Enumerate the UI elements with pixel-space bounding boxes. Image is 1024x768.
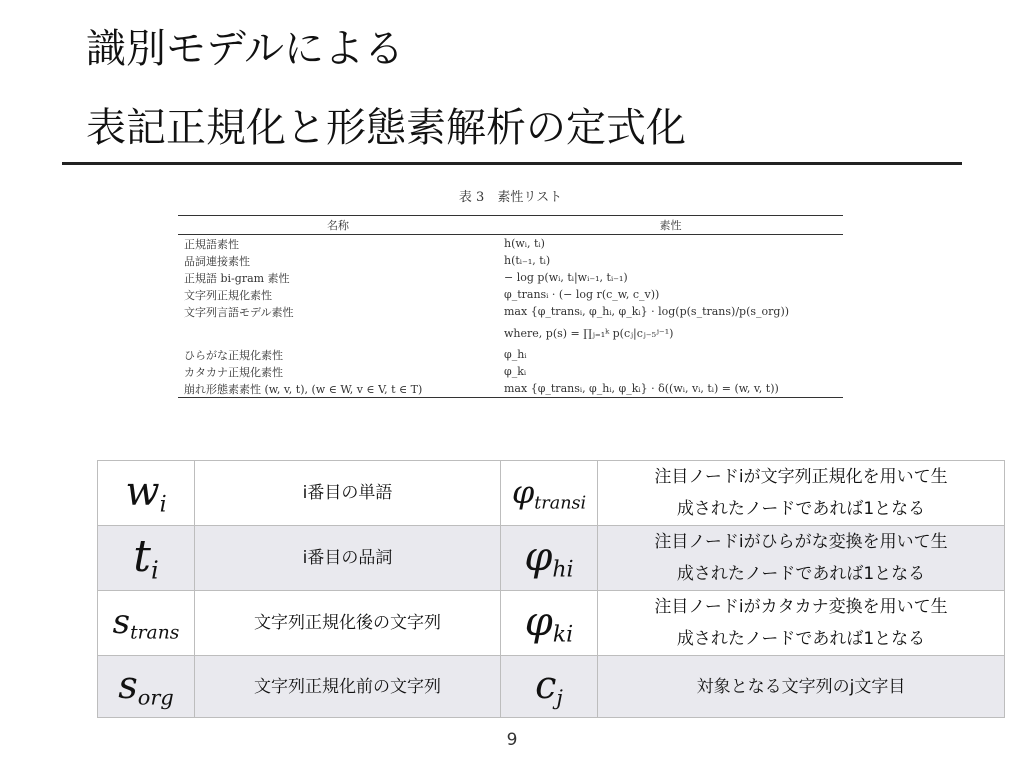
table-row <box>178 303 843 320</box>
table-row <box>178 235 843 253</box>
legend-row <box>98 461 1005 526</box>
slide-title-line-2: 表記正規化と形態素解析の定式化 <box>86 105 686 151</box>
feature-formula: φ_transᵢ · (− log r(c_w, c_v)) <box>504 288 660 301</box>
feature-name: カタカナ正規化素性 <box>184 365 283 379</box>
table-row <box>178 380 843 398</box>
feature-formula: − log p(wᵢ, tᵢ|wᵢ₋₁, tᵢ₋₁) <box>504 271 628 284</box>
symbol-cell <box>501 526 598 591</box>
symbol-w-i: $w_i$ <box>125 468 167 518</box>
symbol-description: 対象となる文字列のj文字目 <box>598 656 1005 718</box>
feature-list-table-image <box>178 182 843 434</box>
symbol-description: 文字列正規化前の文字列 <box>195 656 501 718</box>
table-row <box>178 363 843 380</box>
symbol-s-trans: $s_{trans}$ <box>112 602 180 644</box>
feature-name: 正規語素性 <box>184 237 239 251</box>
feature-formula: φ_hᵢ <box>504 348 527 361</box>
symbol-description: i番目の単語 <box>195 461 501 526</box>
feature-formula: h(wᵢ, tᵢ) <box>504 237 545 250</box>
symbol-cell <box>98 461 195 526</box>
symbol-description: 注目ノードiがカタカナ変換を用いて生 成されたノードであれば1となる <box>598 591 1005 656</box>
feature-table-header-feature: 素性 <box>498 216 843 235</box>
table-row <box>178 269 843 286</box>
page-number: 9 <box>506 730 518 750</box>
feature-name: 文字列言語モデル素性 <box>184 305 294 319</box>
symbol-cell <box>98 526 195 591</box>
symbol-cell <box>98 656 195 718</box>
feature-name: 崩れ形態素素性 (w, v, t), (w ∈ W, v ∈ V, t ∈ T) <box>178 380 498 398</box>
table-row <box>178 346 843 363</box>
feature-name: 品詞連接素性 <box>184 254 250 268</box>
symbol-s-org: $s_{org}$ <box>118 663 174 710</box>
symbol-phi-transi: $\varphi_{transi}$ <box>511 472 587 514</box>
symbol-description: i番目の品詞 <box>195 526 501 591</box>
symbol-legend-table <box>97 460 1005 718</box>
feature-table-header-name: 名称 <box>178 216 498 235</box>
legend-row <box>98 526 1005 591</box>
table-row <box>178 286 843 303</box>
feature-name <box>178 320 498 346</box>
feature-table <box>178 215 843 398</box>
symbol-t-i: $t_i$ <box>133 531 159 585</box>
feature-name: 文字列正規化素性 <box>184 288 272 302</box>
feature-formula: max {φ_transᵢ, φ_hᵢ, φ_kᵢ} · log(p(s_trans)/p(s_org)) <box>504 305 790 318</box>
title-underline <box>62 162 962 165</box>
symbol-description: 文字列正規化後の文字列 <box>195 591 501 656</box>
symbol-cell <box>501 591 598 656</box>
symbol-cell <box>501 461 598 526</box>
symbol-phi-ki: $\varphi_{ki}$ <box>524 598 574 648</box>
symbol-phi-hi: $\varphi_{hi}$ <box>524 533 574 583</box>
symbol-c-j: $c_j$ <box>535 663 563 710</box>
table-row <box>178 320 843 346</box>
feature-name: ひらがな正規化素性 <box>184 348 283 362</box>
symbol-cell <box>501 656 598 718</box>
feature-formula: where, p(s) = ∏ⱼ₌₁ᵏ p(cⱼ|cⱼ₋₅ʲ⁻¹) <box>504 326 674 340</box>
symbol-cell <box>98 591 195 656</box>
feature-table-caption: 表 3 素性リスト <box>458 190 563 205</box>
feature-formula: h(tᵢ₋₁, tᵢ) <box>504 254 551 267</box>
symbol-description: 注目ノードiが文字列正規化を用いて生 成されたノードであれば1となる <box>598 461 1005 526</box>
feature-formula: φ_kᵢ <box>504 365 527 378</box>
feature-formula: max {φ_transᵢ, φ_hᵢ, φ_kᵢ} · δ((wᵢ, vᵢ, tᵢ) = (w, v, t)) <box>498 380 843 398</box>
slide-title-line-1: 識別モデルによる <box>86 26 404 72</box>
legend-row <box>98 591 1005 656</box>
legend-row <box>98 656 1005 718</box>
feature-name: 正規語 bi-gram 素性 <box>184 271 290 285</box>
table-row <box>178 252 843 269</box>
symbol-description: 注目ノードiがひらがな変換を用いて生 成されたノードであれば1となる <box>598 526 1005 591</box>
